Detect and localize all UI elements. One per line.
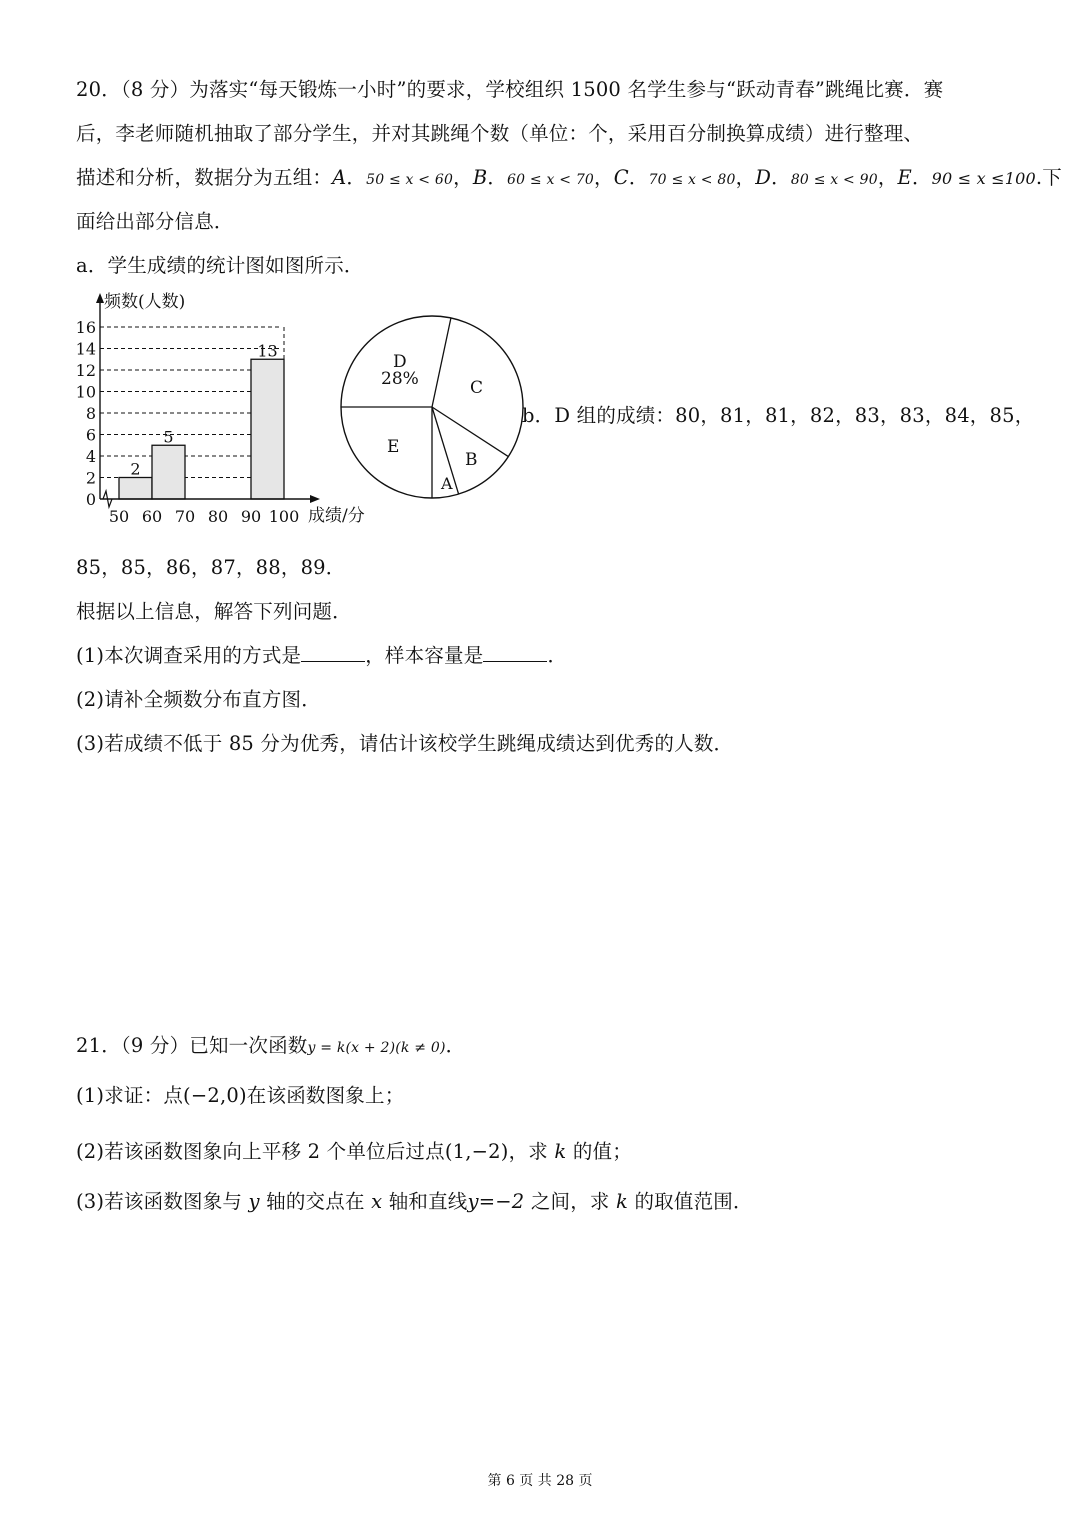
- q21-part3-text-e: 的取值范围．: [634, 1190, 753, 1213]
- q21-part1: [76, 1080, 404, 1108]
- y-tick-label: 12: [75, 361, 96, 380]
- y-tick-label: 8: [85, 404, 96, 423]
- q21-part1-text: (1)求证：点(−2,0)在该函数图象上；: [76, 1084, 405, 1107]
- q21-score: （9 分）: [120, 1034, 190, 1057]
- q21-part3-y: y: [248, 1190, 260, 1213]
- group-a-range: 50 ≤ x < 60: [366, 172, 454, 188]
- q21-line1: [76, 1030, 465, 1058]
- part2-text: (2)请补全频数分布直方图．: [76, 688, 321, 711]
- y-axis-label: 频数(人数): [104, 292, 186, 312]
- group-e-label: E: [897, 166, 912, 189]
- q21-number: 21．: [76, 1034, 121, 1057]
- y-axis-arrow: [96, 293, 104, 303]
- q20-part2: [76, 684, 321, 712]
- info-a-text: a．学生成绩的统计图如图所示．: [76, 254, 364, 277]
- q20-score: （8 分）: [120, 78, 190, 101]
- q21-part3-text-c: 轴和直线: [388, 1190, 468, 1213]
- bar-value-label: 5: [163, 427, 174, 447]
- bar-value-label: 2: [130, 459, 141, 479]
- q21-formula: y = k(x + 2)(k ≠ 0): [307, 1040, 446, 1056]
- q20-line3: 描述和分析，数据分为五组：A．50 ≤ x < 60，B．60 ≤ x < 70，C．70 ≤ x < 80，D．80 ≤ x < 90，E．90 ≤ x ≤100.下: [76, 166, 1062, 189]
- q21-part3: [76, 1186, 753, 1214]
- answer-blank-method[interactable]: [301, 643, 365, 662]
- q21-part3-x: x: [371, 1190, 383, 1213]
- pie-label-c: C: [470, 378, 484, 398]
- q21-part3-k: k: [616, 1190, 629, 1213]
- histogram-bar: [119, 478, 152, 500]
- q21-part2-k: k: [554, 1140, 567, 1163]
- answer-blank-sample-size[interactable]: [483, 643, 547, 662]
- y-tick-label: 14: [75, 339, 96, 359]
- info-b-line1: [522, 400, 1034, 428]
- q21-part2-text-a: (2)若该函数图象向上平移 2 个单位后过点(1,−2)，求: [76, 1140, 548, 1163]
- page-footer: 第 6 页 共 28 页: [487, 1473, 593, 1489]
- histogram-bars: [119, 359, 284, 499]
- q20-text-4: 面给出部分信息．: [76, 210, 234, 233]
- x-tick-label: 100: [268, 507, 300, 526]
- x-tick-label: 80: [207, 507, 229, 526]
- x-axis-label: 成绩/分: [308, 506, 365, 526]
- group-b-label: B: [472, 166, 488, 189]
- group-c-label: C: [613, 166, 629, 189]
- y-tick-label: 4: [85, 447, 96, 466]
- group-d-label: D: [755, 166, 772, 189]
- pie-label-d: D: [393, 352, 407, 372]
- q21-part2-text-b: 的值；: [572, 1140, 632, 1163]
- y-tick-label: 2: [85, 468, 96, 488]
- group-a-label: A: [332, 166, 347, 189]
- q20-text-1: 为落实“每天锻炼一小时”的要求，学校组织 1500 名学生参与“跃动青春”跳绳比赛．赛: [189, 78, 944, 101]
- q20-text-3: 描述和分析，数据分为五组：: [76, 166, 333, 189]
- info-b-text-2: 85，85，86，87，88，89．: [76, 556, 346, 579]
- info-b-line2: [76, 552, 345, 580]
- q20-line1: [76, 74, 943, 102]
- part1-text-c: ．: [547, 644, 568, 667]
- pie-label-e: E: [387, 437, 400, 457]
- group-b-range: 60 ≤ x < 70: [507, 172, 595, 188]
- group-d-range: 80 ≤ x < 90: [790, 172, 878, 188]
- info-b-text-1: b．D 组的成绩：80，81，81，82，83，83，84，85，: [522, 404, 1035, 427]
- q20-part3: [76, 728, 733, 756]
- instruction: [76, 596, 352, 624]
- bar-value-label: 13: [257, 341, 278, 361]
- x-tick-label: 90: [240, 507, 262, 526]
- q20-line2: [76, 118, 923, 146]
- x-tick-label: 70: [174, 507, 196, 526]
- q20-line4: [76, 206, 234, 234]
- pie-label-b: B: [465, 450, 478, 470]
- q20-number: 20．: [76, 78, 121, 101]
- pie-label-a: A: [441, 474, 453, 493]
- part3-text: (3)若成绩不低于 85 分为优秀，请估计该校学生跳绳成绩达到优秀的人数．: [76, 732, 734, 755]
- part1-text-b: ，样本容量是: [365, 644, 484, 667]
- histogram-chart: [70, 285, 380, 530]
- y-tick-label: 6: [85, 425, 96, 445]
- x-tick-label: 50: [108, 507, 130, 526]
- y-tick-label: 10: [75, 382, 96, 402]
- q20-text-2: 后，李老师随机抽取了部分学生，并对其跳绳个数（单位：个，采用百分制换算成绩）进行整理、: [76, 122, 924, 145]
- q21-end: ．: [445, 1034, 466, 1057]
- q20-text-3-suffix: .下: [1035, 166, 1062, 189]
- q21-part3-text-a: (3)若该函数图象与: [76, 1190, 243, 1213]
- q21-part3-text-b: 轴的交点在: [266, 1190, 365, 1213]
- x-tick-labels: [109, 507, 299, 526]
- pie-chart: [335, 310, 530, 505]
- y-tick-labels: [76, 318, 96, 509]
- group-e-range: 90 ≤ x ≤100: [931, 169, 1036, 188]
- y-tick-label: 16: [75, 318, 96, 337]
- y-tick-label: 0: [85, 490, 96, 509]
- q21-part3-eq: y=−2: [467, 1190, 525, 1213]
- histogram-bar: [251, 359, 284, 499]
- q21-part2: [76, 1136, 632, 1164]
- histogram-bar: [152, 445, 185, 499]
- pie-label-d-pct: 28%: [381, 369, 419, 389]
- q21-text: 已知一次函数: [189, 1034, 308, 1057]
- group-c-range: 70 ≤ x < 80: [648, 172, 736, 188]
- part1-text-a: (1)本次调查采用的方式是: [76, 644, 302, 667]
- x-axis-arrow: [310, 495, 320, 503]
- info-a: [76, 250, 364, 278]
- q21-part3-text-d: 之间，求: [530, 1190, 610, 1213]
- x-tick-label: 60: [141, 507, 163, 526]
- instruction-text: 根据以上信息，解答下列问题．: [76, 600, 352, 623]
- q20-part1: [76, 640, 567, 668]
